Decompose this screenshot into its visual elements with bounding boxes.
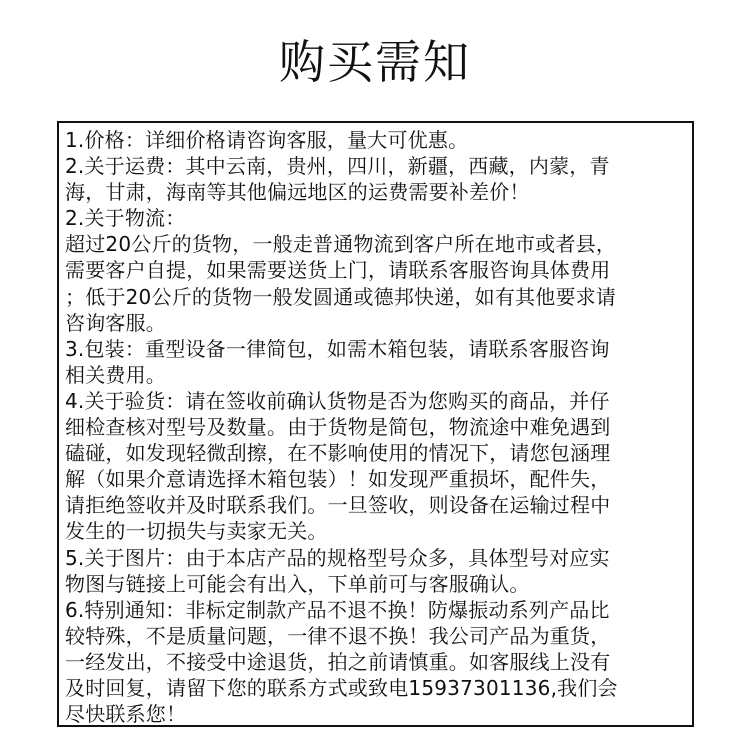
notice-line: 相关费用。 [65, 362, 166, 387]
notice-line: ；低于20公斤的货物一般发圆通或德邦快递，如有其他要求请 [65, 284, 617, 309]
notice-line: 2.关于物流： [65, 206, 186, 231]
notice-line: 6.特别通知：非标定制款产品不退不换！防爆振动系列产品比 [65, 597, 610, 622]
notice-line: 需要客户自提，如果需要送货上门，请联系客服咨询具体费用 [65, 258, 611, 283]
notice-line: 3.包装：重型设备一律简包，如需木箱包装，请联系客服咨询 [65, 336, 610, 361]
notice-line: 1.价格：详细价格请咨询客服，量大可优惠。 [65, 128, 469, 152]
notice-line: 及时回复，请留下您的联系方式或致电15937301136,我们会 [65, 675, 618, 700]
notice-line: 磕碰，如发现轻微刮擦，在不影响使用的情况下，请您包涵理 [65, 441, 611, 466]
page-title: 购买需知 [279, 35, 471, 89]
notice-line: 4.关于验货：请在签收前确认货物是否为您购买的商品，并仔 [65, 388, 610, 413]
notice-line: 发生的一切损失与卖家无关。 [65, 519, 328, 544]
notice-line: 细检查核对型号及数量。由于货物是简包，物流途中难免遇到 [65, 415, 611, 440]
notice-line: 一经发出，不接受中途退货，拍之前请慎重。如客服线上没有 [65, 649, 611, 674]
notice-line: 请拒绝签收并及时联系我们。一旦签收，则设备在运输过程中 [65, 493, 611, 518]
notice-line: 尽快联系您！ [65, 702, 187, 727]
notice-line: 5.关于图片：由于本店产品的规格型号众多，具体型号对应实 [65, 545, 610, 570]
notice-line: 物图与链接上可能会有出入，下单前可与客服确认。 [65, 571, 530, 596]
notice-line: 海，甘肃，海南等其他偏远地区的运费需要补差价！ [65, 180, 530, 205]
notice-line: 2.关于运费：其中云南，贵州，四川，新疆，西藏，内蒙，青 [65, 154, 610, 179]
notice-line: 解（如果介意请选择木箱包装）！如发现严重损坏，配件失， [65, 467, 611, 492]
notice-box [57, 121, 694, 727]
notice-line: 超过20公斤的货物，一般走普通物流到客户所在地市或者县， [65, 232, 617, 257]
notice-line: 咨询客服。 [65, 310, 166, 335]
notice-line: 较特殊，不是质量问题，一律不退不换！我公司产品为重货， [65, 623, 611, 648]
